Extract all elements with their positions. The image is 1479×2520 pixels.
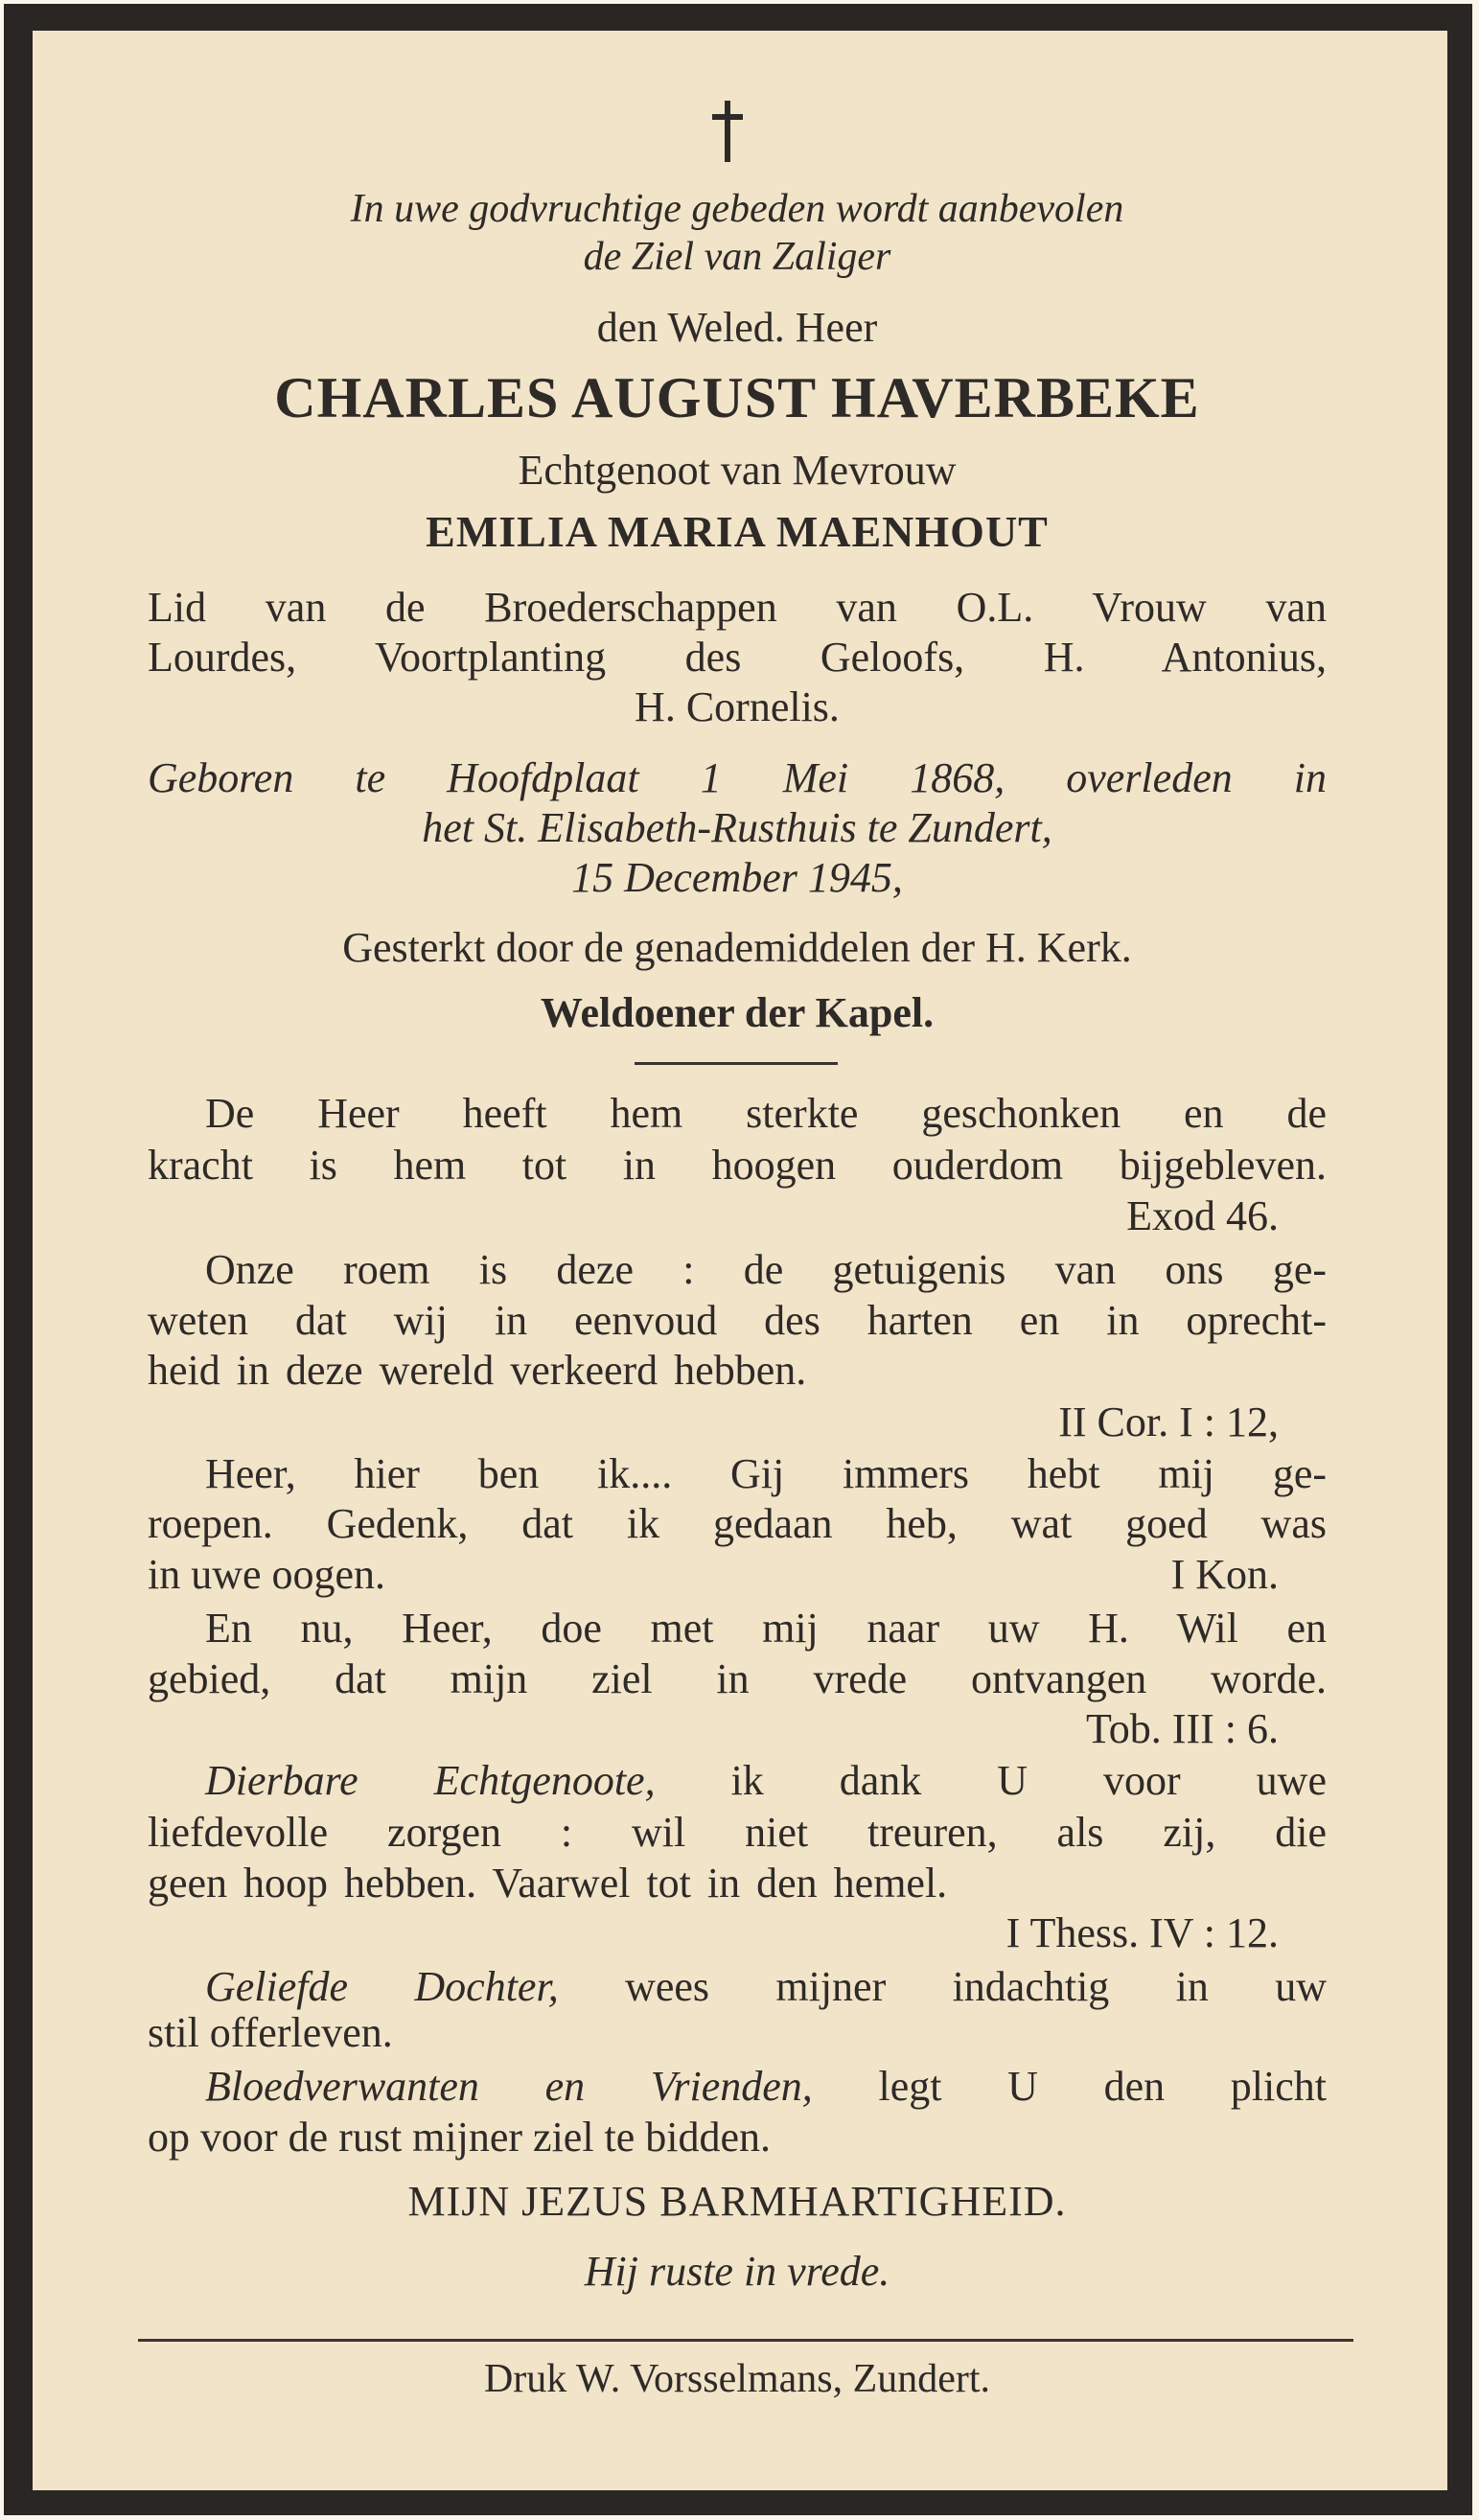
verse-line: kracht is hem tot in hoogen ouderdom bijgebleven. [148, 1142, 1327, 1189]
rest-in-peace: Hij ruste in vrede. [584, 2248, 890, 2295]
closing-prayer: MIJN JEZUS BARMHARTIGHEID. [407, 2178, 1067, 2225]
verse-line: heid in deze wereld verkeerd hebben. [148, 1347, 807, 1394]
divider [635, 1062, 838, 1065]
verse-reference: Tob. III : 6. [1086, 1705, 1279, 1752]
verse-reference: I Thess. IV : 12. [1005, 1909, 1279, 1956]
address-spouse: Dierbare Echtgenoote, [205, 1757, 656, 1804]
footer-divider [138, 2339, 1353, 2342]
address-daughter: Geliefde Dochter, [205, 1963, 559, 2010]
verse-reference: Exod 46. [1126, 1192, 1279, 1239]
membership-line: Lid van de Broederschappen van O.L. Vrouw van [148, 584, 1327, 631]
verse-text: ik dank U voor uwe [730, 1757, 1327, 1804]
verse-line [148, 1961, 1327, 2013]
verse-line: op voor de rust mijner ziel te bidden. [148, 2114, 772, 2161]
verse-line: gebied, dat mijn ziel in vrede ontvangen worde. [148, 1655, 1327, 1702]
verse-line: liefdevolle zorgen : wil niet treuren, als zij, die [148, 1809, 1327, 1856]
verse-reference: II Cor. I : 12, [1058, 1399, 1279, 1445]
verse-line: in uwe oogen. [148, 1551, 386, 1598]
verse-text: legt U den plicht [878, 2063, 1327, 2110]
intro-line: In uwe godvruchtige gebeden wordt aanbevolen [350, 187, 1124, 231]
birth-death-line: 15 December 1945, [571, 854, 903, 901]
title-prefix: den Weled. Heer [596, 304, 878, 351]
verse-reference: I Kon. [1170, 1551, 1279, 1598]
verse-line: stil offerleven. [148, 2009, 393, 2056]
spouse-label: Echtgenoot van Mevrouw [518, 447, 957, 494]
membership-line: Lourdes, Voortplanting des Geloofs, H. Antonius, [148, 634, 1327, 681]
membership-line: H. Cornelis. [635, 683, 840, 730]
verse-line: En nu, Heer, doe met mij naar uw H. Wil en [205, 1605, 1327, 1652]
printer-credit: Druk W. Vorsselmans, Zundert. [483, 2357, 991, 2401]
verse-line [148, 1755, 1327, 1807]
deceased-name: CHARLES AUGUST HAVERBEKE [274, 366, 1200, 429]
benefactor-line: Weldoener der Kapel. [540, 989, 935, 1036]
verse-line: weten dat wij in eenvoud des harten en in oprecht- [148, 1297, 1327, 1344]
intro-line: de Ziel van Zaliger [583, 235, 891, 279]
birth-death-line: Geboren te Hoofdplaat 1 Mei 1868, overleden in [148, 754, 1327, 801]
sacraments-line: Gesterkt door de genademiddelen der H. Kerk. [342, 924, 1132, 971]
verse-line: geen hoop hebben. Vaarwel tot in den hemel. [148, 1860, 948, 1907]
verse-line [148, 2061, 1327, 2113]
verse-text: wees mijner indachtig in uw [625, 1963, 1327, 2010]
address-relatives: Bloedverwanten en Vrienden, [205, 2063, 813, 2110]
verse-line: Heer, hier ben ik.... Gij immers hebt mij ge- [205, 1450, 1327, 1497]
verse-line: De Heer heeft hem sterkte geschonken en de [205, 1090, 1327, 1137]
spouse-name: EMILIA MARIA MAENHOUT [426, 507, 1049, 556]
verse-line: Onze roem is deze : de getuigenis van ons ge- [205, 1246, 1327, 1293]
birth-death-line: het St. Elisabeth-Rusthuis te Zundert, [422, 804, 1052, 851]
verse-line: roepen. Gedenk, dat ik gedaan heb, wat goed was [148, 1500, 1327, 1547]
cross-icon [725, 101, 730, 162]
